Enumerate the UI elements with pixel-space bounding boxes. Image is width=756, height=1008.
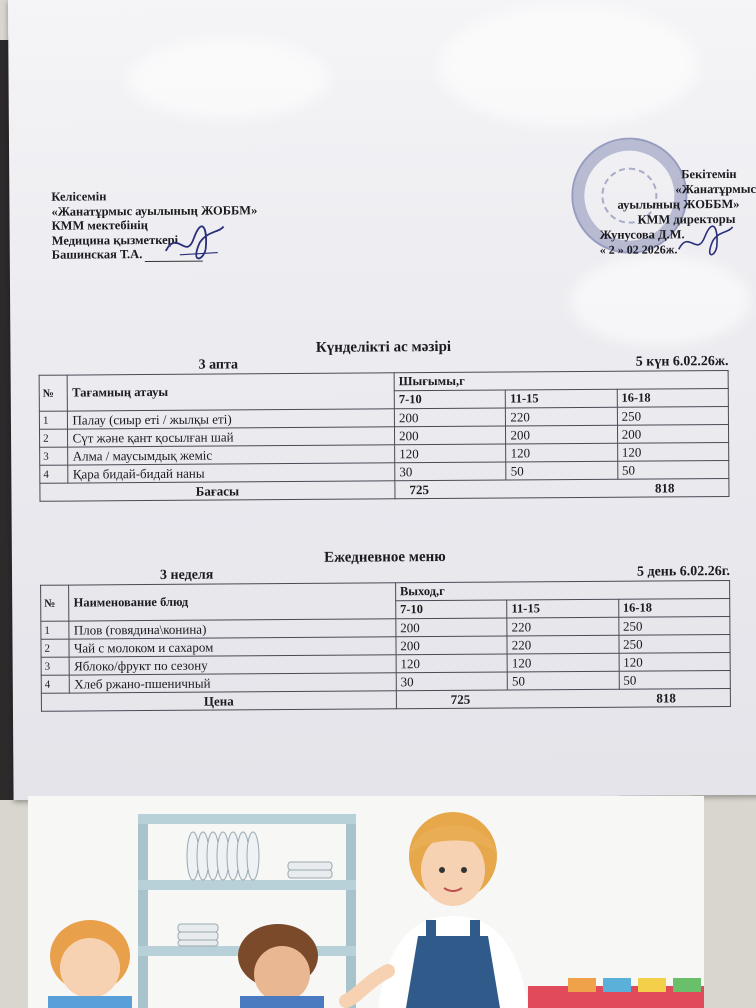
dish-name: Алма / маусымдық жеміс (68, 445, 395, 465)
row-num: 2 (41, 639, 70, 657)
approval-right-line4: КММ директоры (637, 211, 736, 227)
portion-7-10: 200 (396, 636, 508, 655)
child-middle (238, 924, 324, 1008)
approval-left-line3: КММ мектебінің (51, 218, 148, 233)
row-num: 3 (41, 657, 70, 675)
kz-col-name: Тағамның атауы (68, 373, 395, 411)
row-num: 4 (40, 465, 69, 483)
dish-name: Хлеб ржано-пшеничный (70, 673, 397, 693)
approval-left-name: Башинская Т.А. (51, 247, 143, 262)
approval-left-line1: Келісемін (51, 189, 107, 204)
ru-menu-table (40, 580, 731, 712)
dish-name: Сүт және қант қосылған шай (68, 427, 395, 447)
portion-7-10: 120 (396, 654, 508, 673)
kz-price-1: 725 (409, 481, 430, 497)
food-tray (528, 978, 704, 1008)
signature-right (675, 223, 735, 263)
portion-16-18: 120 (617, 442, 728, 461)
kz-menu-title: Күнделікті ас мәзірі (315, 338, 452, 356)
approval-left-line4: Медицина қызметкері (51, 232, 179, 248)
portion-16-18: 250 (619, 634, 731, 653)
approval-right-line1: Бекітемін (681, 166, 737, 182)
portion-16-18: 250 (617, 406, 728, 425)
dish-name: Яблоко/фрукт по сезону (69, 655, 396, 675)
row-num: 1 (41, 621, 70, 639)
dish-name: Чай с молоком и сахаром (69, 637, 396, 657)
portion-11-15: 220 (507, 617, 619, 636)
portion-16-18: 120 (619, 652, 731, 671)
dish-name: Плов (говядина\конина) (69, 619, 396, 639)
ru-price-label: Цена (41, 691, 396, 711)
portion-16-18: 250 (618, 616, 730, 635)
approval-right-line5: Жунусова Д.М. (599, 227, 685, 242)
ru-col-num: № (41, 585, 70, 621)
row-num: 3 (40, 447, 69, 465)
portion-11-15: 120 (506, 443, 617, 462)
kz-price-2: 818 (654, 479, 675, 495)
portion-7-10: 30 (395, 462, 506, 481)
dish-name: Қара бидай-бидай наны (68, 463, 395, 483)
approval-right-date: « 2 » 02 2026ж. (599, 242, 678, 257)
portion-7-10: 200 (395, 426, 506, 445)
portion-11-15: 120 (507, 653, 619, 672)
kz-menu-table (39, 370, 730, 502)
portion-7-10: 30 (396, 672, 508, 691)
child-left (48, 920, 132, 1008)
menu-sheet (8, 0, 756, 800)
cook-woman (346, 812, 528, 1008)
kz-col-output: Шығымы,г (394, 370, 728, 390)
ru-price-2: 818 (656, 689, 676, 705)
portion-11-15: 50 (507, 671, 619, 690)
dish-shelf (138, 814, 356, 1008)
signature-left (160, 220, 230, 266)
kz-age-3: 16-18 (617, 388, 728, 407)
ru-day: 5 день 6.02.26г. (636, 563, 731, 580)
approval-left-line2: «Жанатұрмыс ауылының ЖОББМ» (51, 202, 258, 219)
portion-16-18: 50 (617, 460, 728, 479)
ru-menu-title: Ежедневное меню (324, 548, 446, 566)
row-num: 4 (41, 675, 70, 693)
kz-age-2: 11-15 (506, 389, 617, 408)
portion-7-10: 200 (394, 408, 505, 427)
ru-age-2: 11-15 (507, 599, 619, 618)
kz-price-label: Бағасы (40, 481, 395, 501)
portion-16-18: 50 (619, 670, 731, 689)
ru-menu (40, 547, 731, 712)
portion-11-15: 220 (506, 407, 617, 426)
portion-11-15: 200 (506, 425, 617, 444)
approval-right-line2: «Жанатұрмыс (675, 181, 756, 197)
kz-age-1: 7-10 (394, 390, 505, 409)
ru-col-name: Наименование блюд (69, 583, 396, 621)
kz-col-num: № (39, 375, 68, 411)
dish-name: Палау (сиыр еті / жылқы еті) (68, 409, 395, 429)
cafeteria-poster (28, 796, 704, 1008)
ru-age-3: 16-18 (618, 598, 730, 617)
portion-16-18: 200 (617, 424, 728, 443)
price-row (41, 688, 730, 711)
row-num: 1 (39, 411, 68, 429)
ru-col-output: Выход,г (395, 580, 729, 600)
kz-menu (38, 337, 729, 502)
portion-7-10: 120 (395, 444, 506, 463)
portion-7-10: 200 (396, 618, 508, 637)
cafeteria-illustration (28, 796, 704, 1008)
portion-11-15: 220 (507, 635, 619, 654)
ru-week: 3 неделя (159, 567, 214, 583)
kz-week: 3 апта (198, 357, 239, 373)
ru-age-1: 7-10 (396, 600, 508, 619)
approval-right-line3: ауылының ЖОББМ» (617, 196, 740, 212)
kz-day: 5 күн 6.02.26ж. (635, 353, 729, 370)
portion-11-15: 50 (506, 461, 617, 480)
ru-price-1: 725 (450, 691, 471, 707)
price-row (40, 478, 729, 501)
row-num: 2 (39, 429, 68, 447)
